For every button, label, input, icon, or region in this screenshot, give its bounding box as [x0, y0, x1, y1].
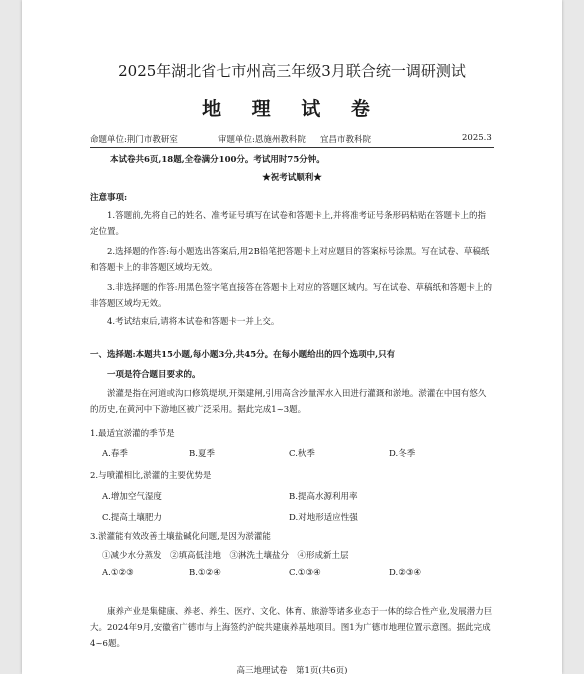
question-2-option-c: C.提高土壤肥力 — [102, 513, 162, 523]
note-item-1: 1.答题前,先将自己的姓名、准考证号填写在试卷和答题卡上,并将准考证号条形码粘贴在答题卡上的指定位置。 — [90, 211, 487, 237]
question-3-option-a: A.①②③ — [102, 568, 134, 578]
notes-heading: 注意事项: — [90, 193, 128, 203]
question-2-option-d: D.对地形适应性强 — [289, 513, 358, 523]
question-2-option-a: A.增加空气湿度 — [102, 492, 162, 502]
header-divider — [90, 147, 494, 148]
good-luck-line: ★祝考试顺利★ — [262, 173, 322, 183]
section-heading-cont: 一项是符合题目要求的。 — [107, 370, 201, 380]
note-item-4: 4.考试结束后,请将本试卷和答题卡一并上交。 — [107, 317, 280, 327]
note-item-2: 2.选择题的作答:每小题选出答案后,用2B铅笔把答题卡上对应题目的答案标号涂黑。写在试卷、草稿纸和答题卡上的非答题区域均无效。 — [90, 247, 490, 273]
question-1-option-b: B.夏季 — [189, 449, 215, 459]
question-1-stem: 1.最适宜淤灌的季节是 — [90, 429, 175, 439]
question-3-statements: ①减少水分蒸发 ②填高低洼地 ③淋洗土壤盐分 ④形成新土层 — [102, 551, 349, 561]
question-1-option-d: D.冬季 — [389, 449, 416, 459]
question-1-option-c: C.秋季 — [289, 449, 315, 459]
question-3-option-c: C.①③④ — [289, 568, 321, 578]
note-item-3: 3.非选择题的作答:用黑色签字笔直接答在答题卡上对应的答题区域内。写在试卷、草稿纸和答题卡上的非答题区域均无效。 — [90, 283, 492, 309]
question-3-stem: 3.淤灌能有效改善土壤盐碱化问题,是因为淤灌能 — [90, 532, 271, 542]
subject-title: 地 理 试 卷 — [202, 98, 382, 120]
author-unit: 命题单位:荆门市教研室 — [90, 135, 178, 145]
passage-1: 淤灌是指在河道或沟口修筑堤坝,开渠建闸,引用高含沙量浑水入田进行灌溉和淤地。淤灌在中国有悠久的历史,在黄河中下游地区被广泛采用。据此完成1~3题。 — [90, 389, 487, 415]
passage-2: 康养产业是集健康、养老、养生、医疗、文化、体育、旅游等诸多业态于一体的综合性产业,发展潜力巨大。2024年9月,安徽省广德市与上海签约沪皖共建康养基地项目。图1为广德市地理位置示意图。据此完成4~6题。 — [90, 607, 493, 649]
exam-page — [22, 0, 562, 674]
reviewer-unit-2: 宜昌市教科院 — [320, 135, 372, 145]
section-heading: 一、选择题:本题共15小题,每小题3分,共45分。在每小题给出的四个选项中,只有 — [90, 350, 396, 360]
question-1-option-a: A.春季 — [102, 449, 128, 459]
question-2-stem: 2.与喷灌相比,淤灌的主要优势是 — [90, 471, 212, 481]
exam-summary: 本试卷共6页,18题,全卷满分100分。考试用时75分钟。 — [110, 155, 325, 165]
reviewer-unit-1: 审题单位:恩施州教科院 — [218, 135, 306, 145]
question-2-option-b: B.提高水源利用率 — [289, 492, 358, 502]
exam-date: 2025.3 — [462, 133, 492, 143]
question-3-option-d: D.②③④ — [389, 568, 422, 578]
exam-title: 2025年湖北省七市州高三年级3月联合统一调研测试 — [118, 62, 466, 80]
page-footer: 高三地理试卷 第1页(共6页) — [236, 666, 348, 674]
question-3-option-b: B.①②④ — [189, 568, 221, 578]
